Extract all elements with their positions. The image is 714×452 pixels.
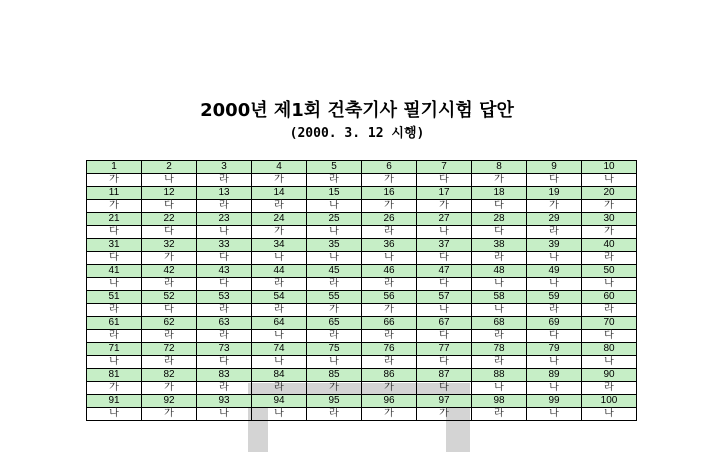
question-number-cell: 11 xyxy=(87,187,142,200)
question-number-cell: 51 xyxy=(87,291,142,304)
question-number-cell: 89 xyxy=(527,369,582,382)
question-number-cell: 18 xyxy=(472,187,527,200)
answer-cell: 라 xyxy=(307,174,362,187)
question-number-cell: 87 xyxy=(417,369,472,382)
answer-row xyxy=(87,356,637,369)
question-number-cell: 60 xyxy=(582,291,637,304)
answer-cell: 가 xyxy=(307,382,362,395)
answer-cell: 가 xyxy=(362,382,417,395)
answer-cell: 나 xyxy=(197,226,252,239)
question-number-cell: 83 xyxy=(197,369,252,382)
answer-cell: 나 xyxy=(307,226,362,239)
question-number-cell: 99 xyxy=(527,395,582,408)
question-number-cell: 27 xyxy=(417,213,472,226)
answer-cell: 나 xyxy=(307,356,362,369)
answer-cell: 가 xyxy=(87,174,142,187)
question-number-cell: 97 xyxy=(417,395,472,408)
question-number-cell: 31 xyxy=(87,239,142,252)
answer-table xyxy=(86,160,637,421)
question-number-cell: 75 xyxy=(307,343,362,356)
question-number-cell: 95 xyxy=(307,395,362,408)
answer-cell: 다 xyxy=(417,174,472,187)
answer-cell: 다 xyxy=(197,278,252,291)
question-number-row xyxy=(87,213,637,226)
answer-cell: 다 xyxy=(197,252,252,265)
question-number-cell: 69 xyxy=(527,317,582,330)
question-number-cell: 29 xyxy=(527,213,582,226)
answer-cell: 나 xyxy=(362,252,417,265)
answer-cell: 다 xyxy=(142,200,197,213)
question-number-cell: 63 xyxy=(197,317,252,330)
answer-cell: 나 xyxy=(417,304,472,317)
answer-cell: 나 xyxy=(252,356,307,369)
answer-cell: 다 xyxy=(417,382,472,395)
answer-cell: 나 xyxy=(527,278,582,291)
answer-row xyxy=(87,408,637,421)
question-number-cell: 47 xyxy=(417,265,472,278)
answer-cell: 라 xyxy=(197,330,252,343)
answer-cell: 라 xyxy=(142,356,197,369)
answer-cell: 라 xyxy=(307,330,362,343)
answer-cell: 다 xyxy=(142,304,197,317)
question-number-cell: 37 xyxy=(417,239,472,252)
question-number-cell: 28 xyxy=(472,213,527,226)
answer-cell: 다 xyxy=(527,174,582,187)
question-number-cell: 34 xyxy=(252,239,307,252)
answer-cell: 나 xyxy=(87,356,142,369)
question-number-cell: 46 xyxy=(362,265,417,278)
answer-cell: 다 xyxy=(417,330,472,343)
question-number-cell: 66 xyxy=(362,317,417,330)
question-number-cell: 58 xyxy=(472,291,527,304)
question-number-cell: 7 xyxy=(417,161,472,174)
answer-cell: 나 xyxy=(197,408,252,421)
question-number-cell: 42 xyxy=(142,265,197,278)
answer-cell: 나 xyxy=(472,382,527,395)
answer-cell: 다 xyxy=(472,226,527,239)
question-number-row xyxy=(87,265,637,278)
answer-cell: 라 xyxy=(582,252,637,265)
answer-cell: 라 xyxy=(252,304,307,317)
question-number-cell: 70 xyxy=(582,317,637,330)
question-number-cell: 40 xyxy=(582,239,637,252)
question-number-cell: 36 xyxy=(362,239,417,252)
answer-row xyxy=(87,278,637,291)
question-number-row xyxy=(87,343,637,356)
question-number-row xyxy=(87,317,637,330)
question-number-cell: 94 xyxy=(252,395,307,408)
answer-cell: 다 xyxy=(417,278,472,291)
question-number-cell: 3 xyxy=(197,161,252,174)
answer-cell: 다 xyxy=(142,226,197,239)
question-number-cell: 92 xyxy=(142,395,197,408)
question-number-cell: 81 xyxy=(87,369,142,382)
answer-cell: 가 xyxy=(142,382,197,395)
answer-cell: 나 xyxy=(87,278,142,291)
answer-cell: 가 xyxy=(362,200,417,213)
answer-cell: 라 xyxy=(252,382,307,395)
answer-cell: 나 xyxy=(417,226,472,239)
answer-cell: 가 xyxy=(142,408,197,421)
answer-cell: 나 xyxy=(527,252,582,265)
answer-cell: 라 xyxy=(142,330,197,343)
question-number-cell: 59 xyxy=(527,291,582,304)
question-number-cell: 23 xyxy=(197,213,252,226)
question-number-cell: 1 xyxy=(87,161,142,174)
answer-cell: 라 xyxy=(142,278,197,291)
question-number-cell: 25 xyxy=(307,213,362,226)
answer-cell: 나 xyxy=(252,252,307,265)
answer-cell: 가 xyxy=(582,200,637,213)
answer-row xyxy=(87,382,637,395)
question-number-row xyxy=(87,161,637,174)
question-number-cell: 54 xyxy=(252,291,307,304)
answer-cell: 다 xyxy=(527,330,582,343)
answer-cell: 라 xyxy=(472,252,527,265)
question-number-cell: 50 xyxy=(582,265,637,278)
question-number-cell: 68 xyxy=(472,317,527,330)
answer-cell: 가 xyxy=(527,200,582,213)
answer-cell: 가 xyxy=(417,408,472,421)
question-number-cell: 32 xyxy=(142,239,197,252)
question-number-cell: 9 xyxy=(527,161,582,174)
answer-cell: 다 xyxy=(87,252,142,265)
question-number-cell: 8 xyxy=(472,161,527,174)
answer-cell: 가 xyxy=(87,200,142,213)
question-number-cell: 71 xyxy=(87,343,142,356)
question-number-cell: 5 xyxy=(307,161,362,174)
question-number-cell: 14 xyxy=(252,187,307,200)
answer-cell: 나 xyxy=(527,408,582,421)
answer-cell: 나 xyxy=(307,252,362,265)
question-number-row xyxy=(87,395,637,408)
question-number-cell: 73 xyxy=(197,343,252,356)
answer-cell: 라 xyxy=(197,304,252,317)
answer-cell: 가 xyxy=(252,174,307,187)
answer-cell: 라 xyxy=(472,408,527,421)
answer-cell: 가 xyxy=(362,408,417,421)
answer-cell: 나 xyxy=(472,278,527,291)
answer-cell: 나 xyxy=(307,200,362,213)
question-number-cell: 48 xyxy=(472,265,527,278)
answer-row xyxy=(87,304,637,317)
answer-cell: 나 xyxy=(582,278,637,291)
question-number-cell: 24 xyxy=(252,213,307,226)
answer-cell: 라 xyxy=(197,174,252,187)
answer-cell: 나 xyxy=(252,408,307,421)
question-number-cell: 44 xyxy=(252,265,307,278)
question-number-cell: 77 xyxy=(417,343,472,356)
question-number-cell: 82 xyxy=(142,369,197,382)
answer-cell: 가 xyxy=(472,174,527,187)
answer-cell: 다 xyxy=(417,252,472,265)
question-number-cell: 45 xyxy=(307,265,362,278)
answer-cell: 라 xyxy=(582,382,637,395)
answer-cell: 라 xyxy=(252,200,307,213)
question-number-cell: 35 xyxy=(307,239,362,252)
question-number-cell: 74 xyxy=(252,343,307,356)
answer-cell: 나 xyxy=(252,330,307,343)
answer-cell: 라 xyxy=(362,356,417,369)
question-number-cell: 86 xyxy=(362,369,417,382)
answer-cell: 나 xyxy=(582,408,637,421)
answer-cell: 다 xyxy=(87,226,142,239)
answer-cell: 라 xyxy=(252,278,307,291)
answer-cell: 라 xyxy=(472,356,527,369)
question-number-cell: 93 xyxy=(197,395,252,408)
question-number-cell: 17 xyxy=(417,187,472,200)
exam-date: (2000. 3. 12 시행) xyxy=(289,126,425,141)
answer-cell: 나 xyxy=(582,356,637,369)
answer-cell: 나 xyxy=(87,408,142,421)
answer-cell: 라 xyxy=(527,304,582,317)
answer-cell: 라 xyxy=(582,304,637,317)
answer-row xyxy=(87,330,637,343)
answer-cell: 가 xyxy=(362,304,417,317)
question-number-cell: 90 xyxy=(582,369,637,382)
answer-row xyxy=(87,200,637,213)
question-number-cell: 21 xyxy=(87,213,142,226)
question-number-cell: 56 xyxy=(362,291,417,304)
question-number-cell: 38 xyxy=(472,239,527,252)
question-number-cell: 2 xyxy=(142,161,197,174)
answer-cell: 라 xyxy=(362,330,417,343)
question-number-cell: 13 xyxy=(197,187,252,200)
question-number-cell: 85 xyxy=(307,369,362,382)
question-number-cell: 22 xyxy=(142,213,197,226)
question-number-row xyxy=(87,239,637,252)
question-number-cell: 84 xyxy=(252,369,307,382)
question-number-cell: 61 xyxy=(87,317,142,330)
answer-cell: 가 xyxy=(582,226,637,239)
question-number-cell: 57 xyxy=(417,291,472,304)
question-number-cell: 52 xyxy=(142,291,197,304)
question-number-cell: 67 xyxy=(417,317,472,330)
question-number-cell: 49 xyxy=(527,265,582,278)
answer-cell: 다 xyxy=(417,356,472,369)
question-number-cell: 16 xyxy=(362,187,417,200)
answer-cell: 가 xyxy=(87,382,142,395)
question-number-cell: 39 xyxy=(527,239,582,252)
answer-row xyxy=(87,226,637,239)
question-number-cell: 26 xyxy=(362,213,417,226)
answer-cell: 가 xyxy=(362,174,417,187)
question-number-cell: 6 xyxy=(362,161,417,174)
question-number-cell: 41 xyxy=(87,265,142,278)
question-number-cell: 62 xyxy=(142,317,197,330)
answer-cell: 라 xyxy=(362,226,417,239)
question-number-cell: 76 xyxy=(362,343,417,356)
question-number-cell: 15 xyxy=(307,187,362,200)
question-number-cell: 19 xyxy=(527,187,582,200)
question-number-row xyxy=(87,291,637,304)
question-number-cell: 20 xyxy=(582,187,637,200)
question-number-cell: 96 xyxy=(362,395,417,408)
answer-cell: 가 xyxy=(142,252,197,265)
question-number-cell: 43 xyxy=(197,265,252,278)
question-number-cell: 4 xyxy=(252,161,307,174)
answer-cell: 라 xyxy=(87,330,142,343)
question-number-cell: 98 xyxy=(472,395,527,408)
answer-cell: 가 xyxy=(307,304,362,317)
question-number-cell: 33 xyxy=(197,239,252,252)
question-number-cell: 91 xyxy=(87,395,142,408)
answer-cell: 가 xyxy=(252,226,307,239)
question-number-cell: 10 xyxy=(582,161,637,174)
answer-cell: 다 xyxy=(472,200,527,213)
question-number-cell: 80 xyxy=(582,343,637,356)
answer-cell: 라 xyxy=(307,278,362,291)
answer-cell: 가 xyxy=(417,200,472,213)
answer-cell: 나 xyxy=(527,382,582,395)
question-number-cell: 30 xyxy=(582,213,637,226)
question-number-cell: 64 xyxy=(252,317,307,330)
answer-cell: 나 xyxy=(472,304,527,317)
question-number-cell: 12 xyxy=(142,187,197,200)
question-number-cell: 55 xyxy=(307,291,362,304)
question-number-cell: 72 xyxy=(142,343,197,356)
answer-cell: 라 xyxy=(472,330,527,343)
answer-cell: 라 xyxy=(362,278,417,291)
question-number-row xyxy=(87,187,637,200)
answer-cell: 라 xyxy=(527,226,582,239)
answer-cell: 라 xyxy=(87,304,142,317)
answer-cell: 나 xyxy=(142,174,197,187)
question-number-cell: 53 xyxy=(197,291,252,304)
question-number-cell: 79 xyxy=(527,343,582,356)
answer-cell: 다 xyxy=(582,330,637,343)
page-title: 2000년 제1회 건축기사 필기시험 답안 xyxy=(200,100,514,121)
answer-row xyxy=(87,174,637,187)
answer-cell: 다 xyxy=(197,356,252,369)
question-number-row xyxy=(87,369,637,382)
question-number-cell: 65 xyxy=(307,317,362,330)
question-number-cell: 100 xyxy=(582,395,637,408)
answer-cell: 라 xyxy=(197,200,252,213)
question-number-cell: 78 xyxy=(472,343,527,356)
answer-row xyxy=(87,252,637,265)
answer-cell: 라 xyxy=(307,408,362,421)
question-number-cell: 88 xyxy=(472,369,527,382)
answer-cell: 나 xyxy=(527,356,582,369)
answer-cell: 라 xyxy=(197,382,252,395)
answer-cell: 나 xyxy=(582,174,637,187)
